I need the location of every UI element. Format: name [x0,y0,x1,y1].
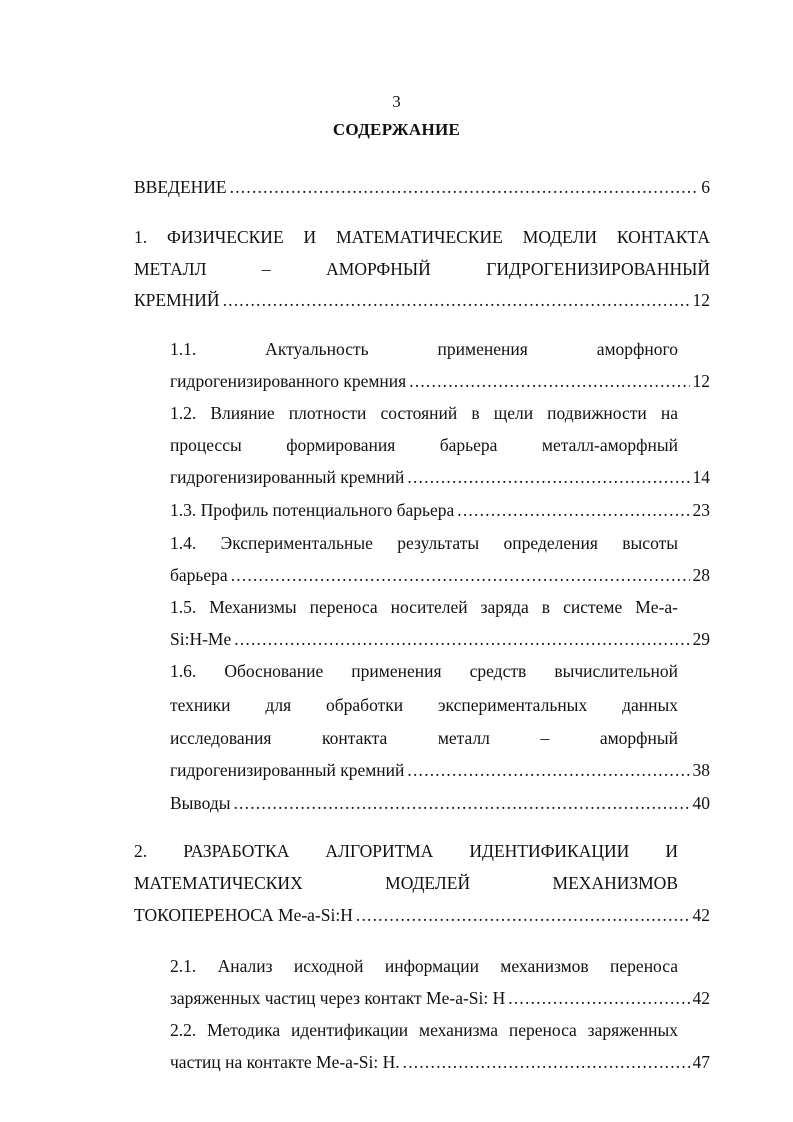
toc-entry-intro [134,176,710,198]
toc-page-number: 42 [692,988,710,1008]
toc-section-1-6-line-3: исследования контакта металл – аморфный [170,728,678,748]
toc-section-1-2-line-3 [170,466,710,488]
page-title: СОДЕРЖАНИЕ [332,120,461,139]
toc-section-1-1-line-2 [170,370,710,392]
dot-leader [403,1051,690,1073]
toc-page-number: 14 [692,467,710,487]
toc-section-1-5-line-1: 1.5. Механизмы переноса носителей заряда в системе Me-a- [170,597,678,617]
toc-page-number: 23 [692,500,710,520]
toc-entry-title: гидрогенизированного кремния [170,371,407,391]
toc-section-1-3 [170,499,710,521]
toc-entry-title: гидрогенизированный кремний [170,467,405,487]
page-number: 3 [392,92,401,111]
toc-section-1-2-line-2: процессы формирования барьера металл-аморфный [170,435,678,455]
toc-chapter-2-line-2: МАТЕМАТИЧЕСКИХ МОДЕЛЕЙ МЕХАНИЗМОВ [134,873,678,893]
toc-entry-title: барьера [170,565,228,585]
dot-leader [234,628,689,650]
dot-leader [356,904,690,926]
toc-section-1-4-line-2 [170,564,710,586]
toc-section-2-1-line-1: 2.1. Анализ исходной информации механизмов переноса [170,956,678,976]
dot-leader [231,564,690,586]
toc-page-number: 6 [701,177,710,197]
toc-entry-title: Выводы [170,793,231,813]
toc-entry-title: ВВЕДЕНИЕ [134,177,227,197]
toc-page-number: 42 [692,905,710,925]
toc-section-1-4-line-1: 1.4. Экспериментальные результаты определения высоты [170,533,678,553]
toc-page-number: 38 [692,760,710,780]
toc-section-2-1-line-2 [170,987,710,1009]
toc-chapter-2-line-3 [134,904,710,926]
toc-entry-title: гидрогенизированный кремний [170,760,405,780]
dot-leader [407,466,689,488]
toc-section-2-2-line-1: 2.2. Методика идентификации механизма переноса заряженных [170,1020,678,1040]
dot-leader [457,499,689,521]
dot-leader [409,370,689,392]
toc-section-1-6-line-1: 1.6. Обоснование применения средств вычислительной [170,661,678,681]
toc-page-number: 12 [692,290,710,310]
toc-section-2-2-line-2 [170,1051,710,1073]
dot-leader [230,176,699,198]
dot-leader [223,289,690,311]
toc-section-1-6-line-2: техники для обработки экспериментальных данных [170,695,678,715]
toc-entry-title: КРЕМНИЙ [134,290,220,310]
toc-entry-title: частиц на контакте Me-a-Si: H. [170,1052,400,1072]
toc-section-1-5-line-2 [170,628,710,650]
toc-page-number: 40 [692,793,710,813]
toc-entry-title: ТОКОПЕРЕНОСА Me-a-Si:H [134,905,353,925]
toc-chapter-2-line-1: 2. РАЗРАБОТКА АЛГОРИТМА ИДЕНТИФИКАЦИИ И [134,841,678,861]
toc-entry-title: заряженных частиц через контакт Me-a-Si: H [170,988,506,1008]
dot-leader [407,759,689,781]
toc-section-1-6-line-4 [170,759,710,781]
toc-section-1-1-line-1: 1.1. Актуальность применения аморфного [170,339,678,359]
toc-entry-title: 1.3. Профиль потенциального барьера [170,500,455,520]
toc-entry-title: Si:H-Me [170,629,232,649]
toc-page-number: 12 [692,371,710,391]
dot-leader [233,792,689,814]
toc-page-number: 29 [692,629,710,649]
dot-leader [508,987,689,1009]
toc-chapter-1-line-1: 1. ФИЗИЧЕСКИЕ И МАТЕМАТИЧЕСКИЕ МОДЕЛИ КОНТАКТА [134,227,710,247]
toc-chapter-1-line-3 [134,289,710,311]
toc-section-1-2-line-1: 1.2. Влияние плотности состояний в щели подвижности на [170,403,678,423]
toc-page-number: 28 [692,565,710,585]
toc-section-1-conclusions [170,792,710,814]
toc-page-number: 47 [692,1052,710,1072]
toc-chapter-1-line-2: МЕТАЛЛ – АМОРФНЫЙ ГИДРОГЕНИЗИРОВАННЫЙ [134,259,710,279]
